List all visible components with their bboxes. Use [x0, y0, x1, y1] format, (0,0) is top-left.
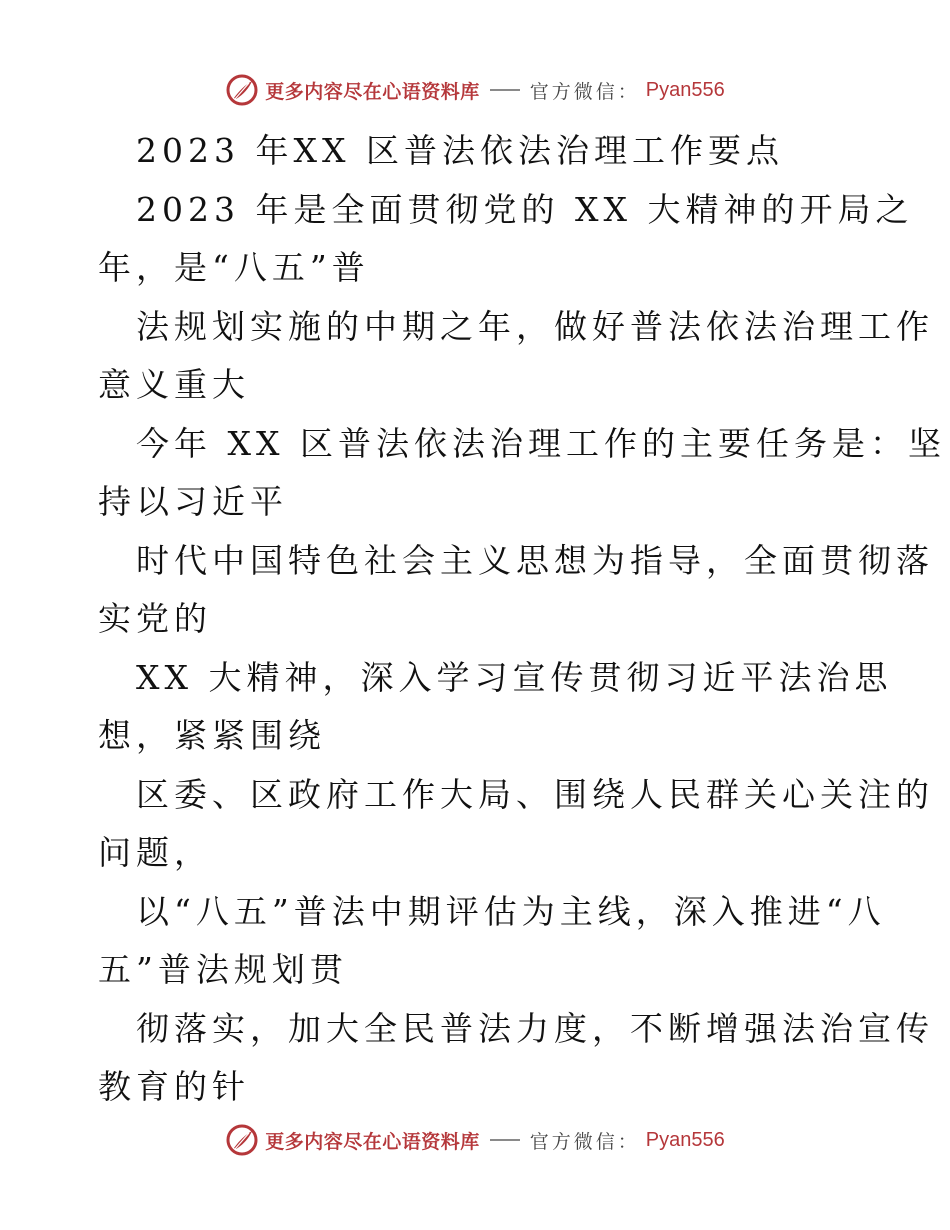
watermark-footer: [0, 1120, 950, 1160]
text-line: 年，是“八五”普: [98, 248, 370, 287]
document-title: 2023 年XX 区普法依法治理工作要点: [136, 131, 784, 170]
feather-logo-icon: [225, 73, 259, 107]
text-line: 2023 年是全面贯彻党的 XX 大精神的开局之: [136, 189, 914, 229]
watermark-text: 更多内容尽在心语资料库: [265, 1130, 480, 1153]
text-line: 时代中国特色社会主义思想为指导，全面贯彻落: [136, 540, 934, 580]
text-line: 法规划实施的中期之年，做好普法依法治理工作: [136, 306, 934, 346]
text-line: 五”普法规划贯: [98, 950, 348, 989]
text-line: 彻落实，加大全民普法力度，不断增强法治宣传: [136, 1008, 934, 1048]
watermark-text: 更多内容尽在心语资料库: [265, 80, 480, 103]
feather-logo-icon: [225, 1123, 259, 1157]
text-line: 持以习近平: [98, 482, 288, 521]
watermark-header: [0, 70, 950, 110]
text-line: 区委、区政府工作大局、围绕人民群关心关注的: [136, 774, 934, 814]
text-line: 想，紧紧围绕: [98, 716, 326, 755]
watermark-wechat-id: Pyan556: [645, 1128, 725, 1151]
text-line: 以“八五”普法中期评估为主线，深入推进“八: [136, 891, 886, 931]
watermark-separator: [490, 89, 520, 91]
watermark-wechat-label: 官方微信：: [529, 1130, 640, 1153]
text-line: 实党的: [98, 599, 212, 638]
text-line: 问题，: [98, 833, 212, 872]
text-line: 教育的针: [98, 1067, 250, 1106]
document-body: [98, 122, 946, 1117]
watermark-separator: [490, 1139, 520, 1141]
text-line: 意义重大: [98, 365, 250, 404]
text-line: XX 大精神，深入学习宣传贯彻习近平法治思: [136, 657, 893, 697]
text-line: 今年 XX 区普法依法治理工作的主要任务是：坚: [136, 423, 946, 463]
watermark-wechat-id: Pyan556: [645, 78, 725, 101]
watermark-wechat-label: 官方微信：: [529, 80, 640, 103]
